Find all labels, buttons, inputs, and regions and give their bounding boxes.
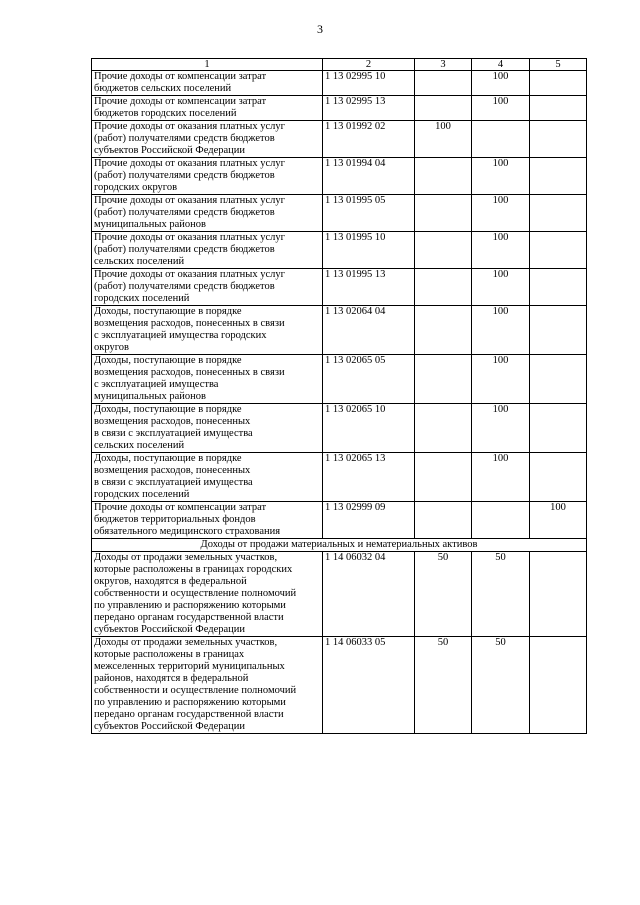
value-col-4: 100 xyxy=(472,96,530,121)
page-number: 3 xyxy=(317,22,323,36)
budget-code: 1 13 02065 05 xyxy=(323,355,415,404)
revenue-name: Прочие доходы от компенсации затрат бюджетов территориальных фондов обязательного медицинского страхования xyxy=(92,502,323,539)
revenue-name: Доходы, поступающие в порядке возмещения расходов, понесенных в связи с эксплуатацией имущества сельских поселений xyxy=(92,404,323,453)
value-col-5 xyxy=(530,71,587,96)
revenue-name: Доходы, поступающие в порядке возмещения расходов, понесенных в связи с эксплуатацией имущества городских округов xyxy=(92,306,323,355)
table-row xyxy=(92,195,587,232)
header-col-3: 3 xyxy=(415,59,472,71)
budget-code: 1 13 02995 13 xyxy=(323,96,415,121)
value-col-5 xyxy=(530,404,587,453)
value-col-5 xyxy=(530,195,587,232)
value-col-5 xyxy=(530,96,587,121)
value-col-5: 100 xyxy=(530,502,587,539)
value-col-5 xyxy=(530,552,587,637)
table-row xyxy=(92,355,587,404)
budget-code: 1 13 02065 10 xyxy=(323,404,415,453)
table-row xyxy=(92,269,587,306)
revenue-name: Доходы от продажи земельных участков, которые расположены в границах межселенных территорий муниципальных районов, находятся в федеральной собственности и осуществление полномочий по управлению и распоряжению которыми передано органам государственной власти субъектов Российской Федерации xyxy=(92,637,323,734)
table-row xyxy=(92,232,587,269)
value-col-4: 100 xyxy=(472,269,530,306)
table-row xyxy=(92,96,587,121)
value-col-4: 100 xyxy=(472,453,530,502)
revenue-name: Прочие доходы от компенсации затрат бюджетов сельских поселений xyxy=(92,71,323,96)
budget-code: 1 13 02065 13 xyxy=(323,453,415,502)
value-col-3 xyxy=(415,96,472,121)
value-col-3: 100 xyxy=(415,121,472,158)
budget-code: 1 13 01995 10 xyxy=(323,232,415,269)
value-col-3 xyxy=(415,269,472,306)
value-col-3: 50 xyxy=(415,637,472,734)
budget-code: 1 13 02064 04 xyxy=(323,306,415,355)
value-col-4: 100 xyxy=(472,158,530,195)
section-row xyxy=(92,539,587,552)
value-col-3 xyxy=(415,306,472,355)
value-col-3 xyxy=(415,195,472,232)
header-col-4: 4 xyxy=(472,59,530,71)
value-col-5 xyxy=(530,232,587,269)
table-row xyxy=(92,121,587,158)
budget-code: 1 14 06032 04 xyxy=(323,552,415,637)
value-col-3 xyxy=(415,404,472,453)
header-row xyxy=(92,59,587,71)
value-col-4: 50 xyxy=(472,552,530,637)
value-col-4: 100 xyxy=(472,71,530,96)
value-col-5 xyxy=(530,121,587,158)
budget-code: 1 13 01995 05 xyxy=(323,195,415,232)
revenue-name: Прочие доходы от оказания платных услуг (работ) получателями средств бюджетов сельских поселений xyxy=(92,232,323,269)
value-col-4: 100 xyxy=(472,232,530,269)
value-col-3: 50 xyxy=(415,552,472,637)
budget-code: 1 14 06033 05 xyxy=(323,637,415,734)
table-row xyxy=(92,404,587,453)
value-col-5 xyxy=(530,355,587,404)
revenue-table xyxy=(91,58,587,734)
revenue-name: Прочие доходы от оказания платных услуг (работ) получателями средств бюджетов субъектов Российской Федерации xyxy=(92,121,323,158)
value-col-4: 100 xyxy=(472,306,530,355)
table-row xyxy=(92,552,587,637)
header-col-2: 2 xyxy=(323,59,415,71)
table-row xyxy=(92,502,587,539)
section-title: Доходы от продажи материальных и нематериальных активов xyxy=(92,539,587,552)
value-col-5 xyxy=(530,306,587,355)
table-row xyxy=(92,71,587,96)
table-row xyxy=(92,637,587,734)
budget-code: 1 13 01992 02 xyxy=(323,121,415,158)
value-col-4: 100 xyxy=(472,404,530,453)
value-col-4 xyxy=(472,121,530,158)
value-col-3 xyxy=(415,71,472,96)
table-row xyxy=(92,158,587,195)
value-col-4 xyxy=(472,502,530,539)
budget-code: 1 13 01994 04 xyxy=(323,158,415,195)
revenue-name: Прочие доходы от компенсации затрат бюджетов городских поселений xyxy=(92,96,323,121)
budget-code: 1 13 01995 13 xyxy=(323,269,415,306)
value-col-5 xyxy=(530,269,587,306)
header-col-5: 5 xyxy=(530,59,587,71)
table-row xyxy=(92,306,587,355)
value-col-4: 50 xyxy=(472,637,530,734)
value-col-3 xyxy=(415,355,472,404)
revenue-name: Доходы, поступающие в порядке возмещения расходов, понесенных в связи с эксплуатацией имущества городских поселений xyxy=(92,453,323,502)
revenue-name: Прочие доходы от оказания платных услуг (работ) получателями средств бюджетов городских округов xyxy=(92,158,323,195)
value-col-4: 100 xyxy=(472,195,530,232)
value-col-5 xyxy=(530,637,587,734)
value-col-5 xyxy=(530,453,587,502)
value-col-4: 100 xyxy=(472,355,530,404)
revenue-name: Доходы, поступающие в порядке возмещения расходов, понесенных в связи с эксплуатацией имущества муниципальных районов xyxy=(92,355,323,404)
budget-code: 1 13 02995 10 xyxy=(323,71,415,96)
header-col-1: 1 xyxy=(92,59,323,71)
value-col-3 xyxy=(415,502,472,539)
table-row xyxy=(92,453,587,502)
value-col-3 xyxy=(415,453,472,502)
value-col-5 xyxy=(530,158,587,195)
value-col-3 xyxy=(415,232,472,269)
value-col-3 xyxy=(415,158,472,195)
revenue-name: Прочие доходы от оказания платных услуг (работ) получателями средств бюджетов городских поселений xyxy=(92,269,323,306)
revenue-name: Доходы от продажи земельных участков, которые расположены в границах городских округов, находятся в федеральной собственности и осуществление полномочий по управлению и распоряжению которыми передано органам государственной власти субъектов Российской Федерации xyxy=(92,552,323,637)
budget-code: 1 13 02999 09 xyxy=(323,502,415,539)
revenue-name: Прочие доходы от оказания платных услуг (работ) получателями средств бюджетов муниципальных районов xyxy=(92,195,323,232)
